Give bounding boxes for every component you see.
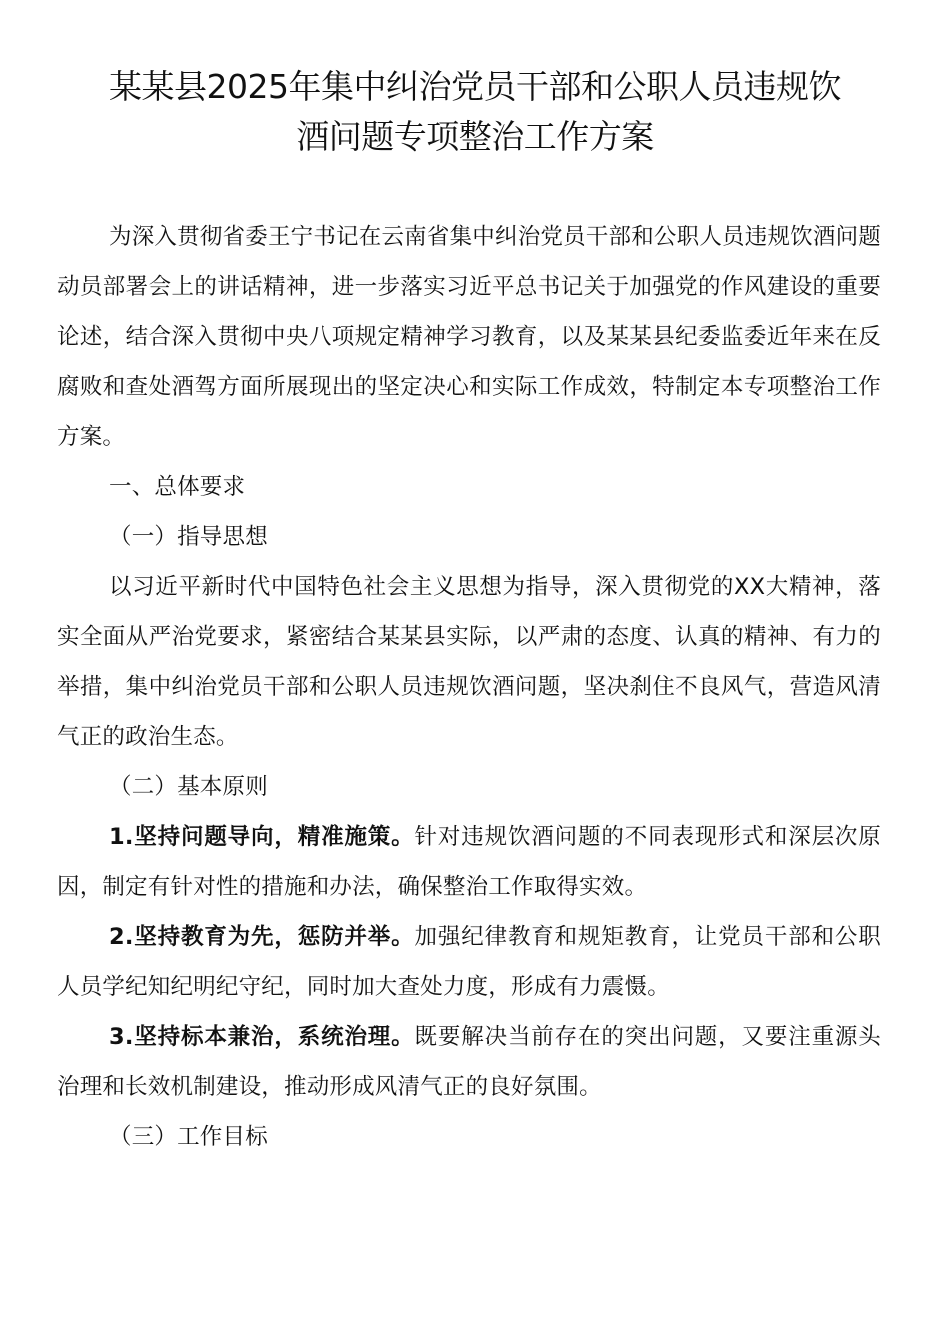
title-line-2: 酒问题专项整治工作方案 (296, 117, 654, 156)
principle-2-lead: 2.坚持教育为先，惩防并举。 (109, 924, 415, 950)
principle-1-text: 针对违规饮酒问题的不同表现形式和深层次原因，制定有针对性的措施和办法，确保整治工作取得实效。 (57, 824, 881, 900)
title-line-1: 某某县2025年集中纠治党员干部和公职人员违规饮 (109, 67, 841, 106)
document-title (40, 62, 910, 162)
principle-3-text: 既要解决当前存在的突出问题，又要注重源头治理和长效机制建设，推动形成风清气正的良好氛围。 (57, 1024, 881, 1100)
section-heading-overall-requirements: 一、总体要求 (109, 474, 246, 500)
guiding-thought-paragraph: 以习近平新时代中国特色社会主义思想为指导，深入贯彻党的XX大精神，落实全面从严治党要求，紧密结合某某县实际，以严肃的态度、认真的精神、有力的举措，集中纠治党员干部和公职人员违规饮酒问题，坚决刹住不良风气，营造风清气正的政治生态。 (57, 574, 881, 750)
principle-2-paragraph (57, 912, 881, 1012)
principle-1-paragraph (57, 812, 881, 912)
intro-paragraph: 为深入贯彻省委王宁书记在云南省集中纠治党员干部和公职人员违规饮酒问题动员部署会上的讲话精神，进一步落实习近平总书记关于加强党的作风建设的重要论述，结合深入贯彻中央八项规定精神学习教育，以及某某县纪委监委近年来在反腐败和查处酒驾方面所展现出的坚定决心和实际工作成效，特制定本专项整治工作方案。 (57, 224, 881, 450)
subsection-heading-work-goals: （三）工作目标 (109, 1124, 268, 1150)
principle-1-lead: 1.坚持问题导向，精准施策。 (109, 824, 415, 850)
principle-3-paragraph (57, 1012, 881, 1112)
principle-3-lead: 3.坚持标本兼治，系统治理。 (109, 1024, 415, 1050)
subsection-heading-basic-principles: （二）基本原则 (109, 774, 268, 800)
subsection-heading-guiding-thought: （一）指导思想 (109, 524, 268, 550)
principle-2-text: 加强纪律教育和规矩教育，让党员干部和公职人员学纪知纪明纪守纪，同时加大查处力度，形成有力震慑。 (57, 924, 881, 1000)
document-body (57, 212, 881, 1162)
